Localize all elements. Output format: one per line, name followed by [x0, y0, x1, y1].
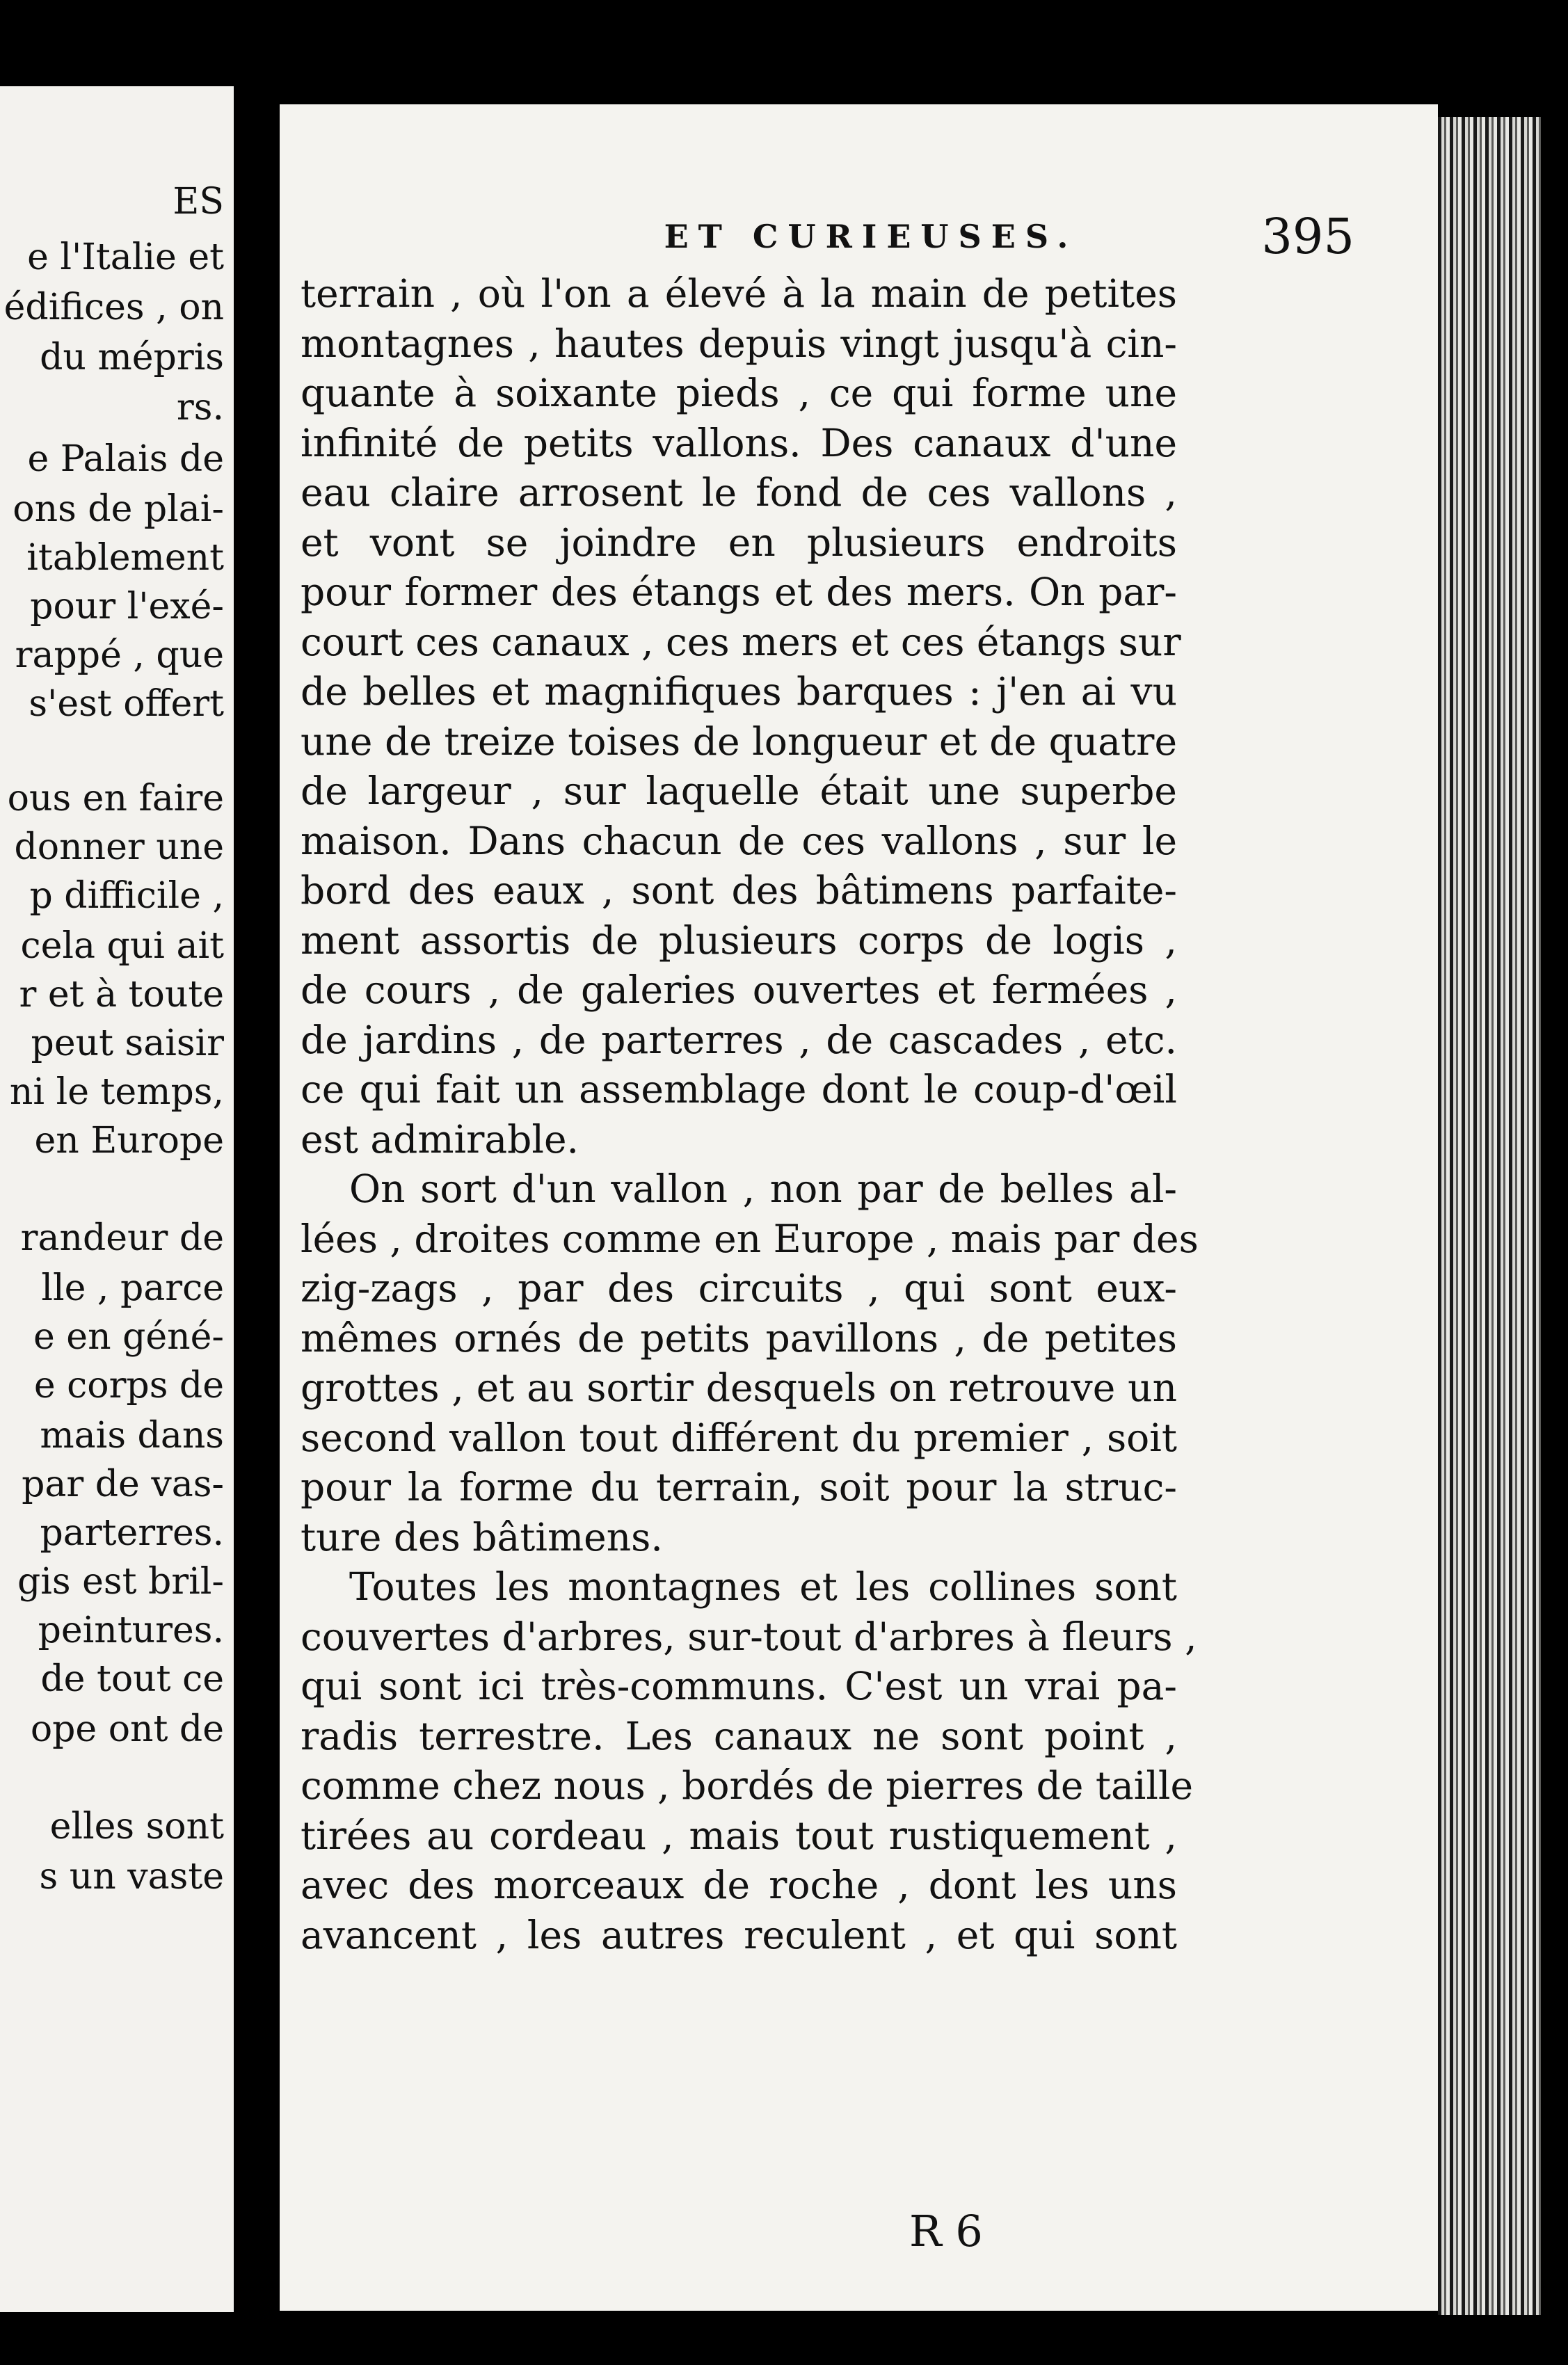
text-line: de belles et magnifiques barques : j'en ai vu — [301, 669, 1177, 714]
facing-page-line: s'est offert — [29, 683, 224, 725]
text-line: Toutes les montagnes et les collines sont — [349, 1564, 1177, 1609]
facing-page-line: ES — [173, 181, 224, 223]
text-line: pour former des étangs et des mers. On par- — [301, 570, 1177, 614]
facing-page-line: donner une — [14, 826, 224, 868]
text-line: maison. Dans chacun de ces vallons , sur le — [301, 818, 1177, 863]
facing-page-line: lle , parce — [41, 1267, 224, 1309]
facing-page-line: e corps de — [33, 1365, 224, 1406]
page-edges — [1438, 117, 1541, 2315]
page-number: 395 — [1261, 208, 1354, 265]
text-line: couvertes d'arbres, sur-tout d'arbres à fleurs , — [301, 1614, 1197, 1659]
text-line: ture des bâtimens. — [301, 1514, 663, 1560]
text-line: mêmes ornés de petits pavillons , de petites — [301, 1315, 1177, 1361]
facing-page-line: randeur de — [20, 1217, 224, 1259]
facing-page-line: par de vas- — [22, 1464, 224, 1505]
text-line: avancent , les autres reculent , et qui sont — [301, 1912, 1177, 1957]
text-line: On sort d'un vallon , non par de belles al- — [349, 1167, 1177, 1211]
text-line: pour la forme du terrain, soit pour la struc- — [301, 1465, 1177, 1509]
text-line: comme chez nous , bordés de pierres de taille — [301, 1763, 1194, 1808]
facing-page-line: en Europe — [34, 1120, 224, 1162]
text-line: grottes , et au sortir desquels on retrouve un — [301, 1365, 1177, 1410]
facing-page-line: e l'Italie et — [27, 236, 224, 278]
facing-page-line: peut saisir — [31, 1023, 224, 1064]
facing-page-line: peintures. — [38, 1610, 224, 1651]
facing-page-line: pour l'exé- — [30, 586, 224, 627]
text-line: est admirable. — [301, 1116, 579, 1162]
text-line: terrain , où l'on a élevé à la main de petites — [301, 271, 1177, 316]
running-head — [280, 209, 1438, 264]
facing-page-line: r et à toute — [19, 974, 224, 1016]
text-line: second vallon tout différent du premier , soit — [301, 1415, 1177, 1460]
text-line: bord des eaux , sont des bâtimens parfaite- — [301, 868, 1177, 913]
text-line: radis terrestre. Les canaux ne sont point , — [301, 1713, 1177, 1758]
facing-page-line: de tout ce — [40, 1658, 224, 1700]
text-line: montagnes , hautes depuis vingt jusqu'à cin- — [301, 321, 1177, 366]
facing-page-line: itablement — [26, 537, 224, 579]
text-line: et vont se joindre en plusieurs endroits — [301, 520, 1177, 565]
text-line: eau claire arrosent le fond de ces vallons , — [301, 470, 1177, 515]
signature-mark: R 6 — [909, 2206, 983, 2256]
facing-page-line: du mépris — [40, 337, 224, 378]
facing-page-line: elles sont — [49, 1806, 224, 1847]
text-line: qui sont ici très-communs. C'est un vrai pa- — [301, 1664, 1177, 1708]
facing-page-line: mais dans — [40, 1415, 224, 1457]
text-line: infinité de petits vallons. Des canaux d'une — [301, 420, 1177, 465]
facing-page-line: p difficile , — [29, 875, 224, 917]
facing-page-line: s un vaste — [39, 1856, 224, 1898]
text-line: de largeur , sur laquelle était une superbe — [301, 769, 1177, 813]
facing-page-line: gis est bril- — [17, 1561, 224, 1603]
text-line: tirées au cordeau , mais tout rustiquement , — [301, 1813, 1177, 1858]
text-line: ment assortis de plusieurs corps de logis , — [301, 917, 1177, 963]
text-line: de cours , de galeries ouvertes et fermées , — [301, 968, 1177, 1012]
text-line: ce qui fait un assemblage dont le coup-d'œil — [301, 1067, 1177, 1112]
text-line: zig-zags , par des circuits , qui sont eux- — [301, 1266, 1177, 1310]
facing-page-line: rappé , que — [15, 634, 224, 676]
facing-page-line: ons de plai- — [13, 488, 224, 530]
facing-page-fragment — [0, 86, 234, 2312]
facing-page-line: e en géné- — [33, 1316, 224, 1358]
facing-page-line: rs. — [176, 387, 224, 428]
facing-page-line: e Palais de — [27, 438, 224, 480]
text-line: quante à soixante pieds , ce qui forme une — [301, 371, 1177, 415]
body-text — [301, 269, 1199, 1960]
text-line: court ces canaux , ces mers et ces étangs sur — [301, 619, 1181, 664]
text-line: une de treize toises de longueur et de quatre — [301, 719, 1177, 764]
facing-page-line: ni le temps, — [9, 1071, 224, 1113]
facing-page-line: cela qui ait — [20, 925, 224, 967]
text-line: lées , droites comme en Europe , mais par des — [301, 1216, 1199, 1261]
book-page — [280, 104, 1438, 2311]
text-line: de jardins , de parterres , de cascades , etc. — [301, 1017, 1177, 1062]
running-head-title: ET CURIEUSES. — [664, 218, 1078, 255]
facing-page-line: ous en faire — [7, 778, 224, 819]
facing-page-line: ope ont de — [30, 1708, 224, 1750]
facing-page-line: parterres. — [40, 1512, 224, 1554]
facing-page-line: édifices , on — [3, 287, 224, 328]
text-line: avec des morceaux de roche , dont les uns — [301, 1863, 1177, 1907]
